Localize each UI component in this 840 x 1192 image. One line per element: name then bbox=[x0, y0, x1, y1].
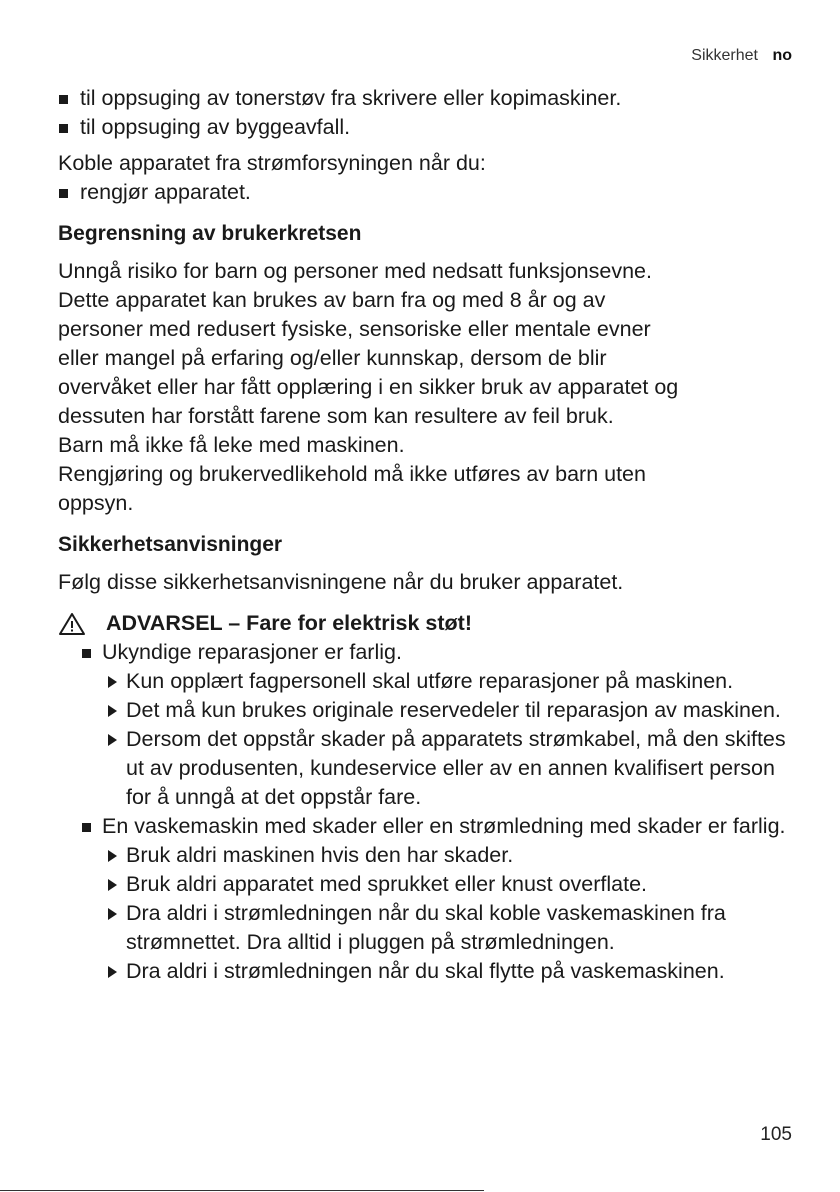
text-line: overvåket eller har fått opplæring i en sikker bruk av apparatet og bbox=[58, 375, 679, 399]
text-line: Dette apparatet kan brukes av barn fra og med 8 år og av bbox=[58, 288, 606, 312]
text-line: dessuten har forstått farene som kan resultere av feil bruk. bbox=[58, 404, 614, 428]
section-name: Sikkerhet bbox=[691, 47, 758, 64]
warning-title-text: ADVARSEL – Fare for elektrisk støt! bbox=[106, 611, 473, 635]
section-heading: Sikkerhetsanvisninger bbox=[58, 533, 283, 556]
instruction-step: Kun opplært fagpersonell skal utføre reparasjoner på maskinen. bbox=[58, 667, 798, 696]
list-item: til oppsuging av tonerstøv fra skrivere eller kopimaskiner. bbox=[58, 84, 798, 113]
page-number: 105 bbox=[760, 1124, 792, 1145]
paragraph: Følg disse sikkerhetsanvisningene når du bruker apparatet. bbox=[58, 570, 624, 594]
text-line: oppsyn. bbox=[58, 491, 134, 515]
text-line: Rengjøring og brukervedlikehold må ikke utføres av barn uten bbox=[58, 462, 646, 486]
disconnect-intro: Koble apparatet fra strømforsyningen når du: bbox=[58, 151, 486, 175]
instruction-step: Bruk aldri apparatet med sprukket eller knust overflate. bbox=[58, 870, 798, 899]
instruction-step: Bruk aldri maskinen hvis den har skader. bbox=[58, 841, 798, 870]
list-item: rengjør apparatet. bbox=[58, 178, 798, 207]
warning-title bbox=[58, 609, 798, 638]
text-line: Barn må ikke få leke med maskinen. bbox=[58, 433, 405, 457]
list-item: til oppsuging av byggeavfall. bbox=[58, 113, 798, 142]
instruction-step: Det må kun brukes originale reservedeler til reparasjon av maskinen. bbox=[58, 696, 798, 725]
warning-triangle-icon bbox=[58, 612, 86, 636]
paragraph bbox=[58, 257, 798, 518]
list-item: Ukyndige reparasjoner er farlig. bbox=[58, 638, 798, 667]
section-heading: Begrensning av brukerkretsen bbox=[58, 222, 362, 245]
instruction-step: Dra aldri i strømledningen når du skal flytte på vaskemaskinen. bbox=[58, 957, 798, 986]
text-line: eller mangel på erfaring og/eller kunnskap, dersom de blir bbox=[58, 346, 607, 370]
list-item: En vaskemaskin med skader eller en strømledning med skader er farlig. bbox=[58, 812, 798, 841]
footer-divider bbox=[0, 1190, 484, 1191]
text-line: personer med redusert fysiske, sensoriske eller mentale evner bbox=[58, 317, 651, 341]
document-body bbox=[58, 84, 798, 986]
instruction-step: Dersom det oppstår skader på apparatets strømkabel, må den skiftes ut av produsenten, kundeservice eller av en annen kvalifisert person for å unngå at det oppstår fare. bbox=[58, 725, 798, 812]
page-header bbox=[691, 47, 792, 65]
language-code: no bbox=[772, 47, 792, 64]
instruction-step: Dra aldri i strømledningen når du skal koble vaskemaskinen fra strømnettet. Dra alltid i pluggen på strømledningen. bbox=[58, 899, 798, 957]
text-line: Unngå risiko for barn og personer med nedsatt funksjonsevne. bbox=[58, 259, 652, 283]
